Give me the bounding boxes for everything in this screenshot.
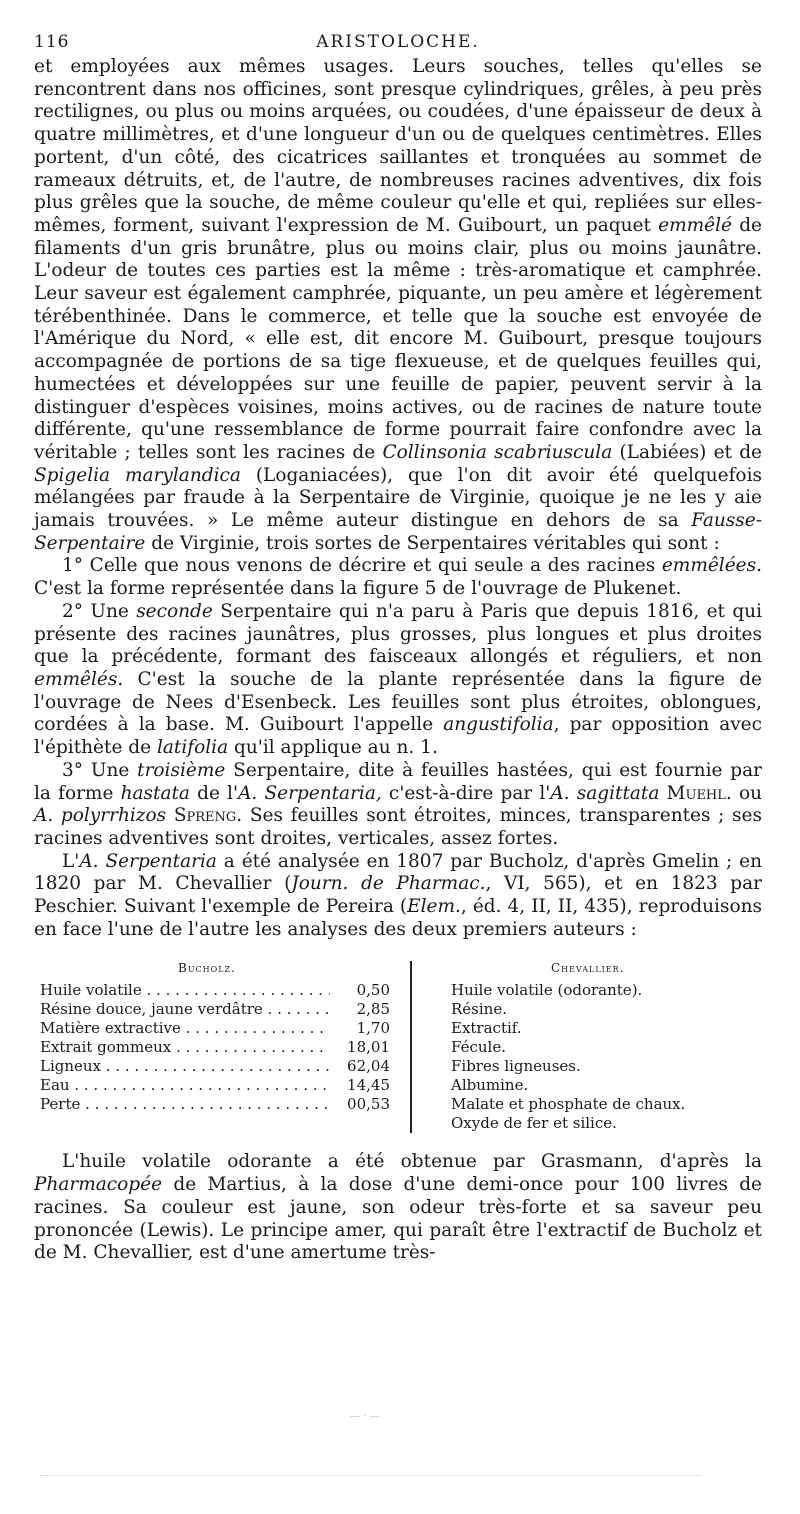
italic-run: A. Serpentaria — [79, 850, 217, 872]
paragraph — [34, 555, 762, 600]
text-run: , par opposition avec l'épithète de — [34, 714, 762, 759]
table-divider — [410, 961, 412, 1133]
table-row — [40, 1038, 390, 1057]
italic-run: emmêlés. — [34, 668, 124, 690]
paragraph — [34, 1151, 762, 1265]
text-run — [166, 805, 174, 826]
component-name: Huile volatile . . . — [40, 981, 330, 1000]
bucholz-heading: Bucholz. — [178, 961, 236, 976]
component-value: 0,50 — [356, 981, 390, 1000]
text-run: de Martius, à la dose d'une demi-once pour 100 livres de racines. Sa couleur est jaune, son odeur très-forte et sa saveur peu prononcée (Lewis). Le principe amer, qui paraît être l'extractif de Bucholz et de M. Chevallier, est d'une amertume très- — [34, 1174, 762, 1264]
text-run: et employées aux mêmes usages. Leurs souches, telles qu'elles se rencontrent dans nos officines, sont presque cylindriques, grêles, à peu près rectilignes, ou plus ou moins arquées, ou coudées, d'une épaisseur de deux à quatre millimètres, et d'une longueur d'un ou de quelques centimètres. Elles portent, d'un côté, des cicatrices saillantes et tronquées au sommet de rameaux détruits, et, de l'autre, de nombreuses racines adventives, dix fois plus grêles que la souche, de même couleur qu'elle et qui, repliées sur elles-mêmes, forment, suivant l'expression de M. Guibourt, un paquet — [34, 56, 762, 236]
text-run: Serpentaire, dite à feuilles hastées, qui est fournie par la forme — [34, 759, 762, 804]
table-row — [40, 1000, 390, 1019]
italic-run: troisième — [137, 759, 226, 781]
component-name: Eau . . . — [40, 1076, 330, 1095]
italic-run: Elem. — [407, 896, 461, 918]
italic-run: Fausse-Serpentaire — [34, 510, 762, 554]
text-run: qu'il applique au n. 1. — [228, 737, 438, 759]
table-row — [40, 1095, 390, 1114]
running-title: ARISTOLOCHE. — [316, 32, 480, 52]
paragraph — [34, 851, 762, 942]
italic-run: hastata — [120, 782, 190, 804]
italic-run: A. sagittata — [550, 782, 660, 804]
text-run: de filaments d'un gris brunâtre, plus ou moins clair, plus ou moins jaunâtre. L'odeur de toutes ces parties est la même : très-aromatique et camphrée. Leur saveur est également camphrée, piquante, un peu amère et légèrement térébenthinée. Dans le commerce, et telle que la souche est envoyée de l'Amérique du Nord, « elle est, dit encore M. Guibourt, presque toujours accompagnée de portions de sa tige flexueuse, et de quelques feuilles qui, humectées et développées sur une feuille de papier, peuvent servir à la distinguer d'espèces voisines, moins actives, ou de racines de nature toute différente, qu'une ressemblance de forme pourrait faire confondre avec la véritable ; telles sont les racines de — [34, 214, 762, 463]
text-run: a été analysée en 1807 par Bucholz, d'après Gmelin ; en 1820 par M. Chevallier ( — [34, 850, 762, 895]
table-row: Fécule. — [451, 1038, 506, 1057]
author-abbrev: Muehl. — [666, 782, 732, 804]
table-row — [40, 1057, 390, 1076]
italic-run: Pharmacopée — [34, 1174, 163, 1196]
text-run: (Labiées) et de — [612, 441, 763, 463]
table-row: Extractif. — [451, 1019, 522, 1038]
table-row: Malate et phosphate de chaux. — [451, 1095, 686, 1114]
italic-run: emmêlées. — [661, 555, 762, 577]
component-name: Résine douce, jaune verdâtre . . . — [40, 1000, 330, 1019]
italic-run: A. Serpentaria, — [238, 782, 382, 804]
component-value: 2,85 — [356, 1000, 390, 1019]
analysis-tables — [34, 961, 762, 1133]
component-value: 14,45 — [347, 1076, 390, 1095]
text-run: Ses feuilles sont étroites, minces, transparentes ; ses racines adventives sont droites, verticales, assez fortes. — [34, 805, 762, 849]
text-run: , VI, 565), et en 1823 par Peschier. Suivant l'exemple de Pereira ( — [34, 873, 763, 918]
component-name: Matière extractive . . . — [40, 1019, 330, 1038]
component-name: Ligneux . . . — [40, 1057, 330, 1076]
italic-run: emmêlé — [658, 214, 732, 236]
text-run: de Virginie, trois sortes de Serpentaires véritables qui sont : — [145, 532, 720, 554]
table-row — [40, 981, 390, 1000]
italic-run: Collinsonia scabriuscula — [382, 441, 613, 463]
text-run: de l' — [189, 782, 239, 804]
table-row: Huile volatile (odorante). — [451, 981, 643, 1000]
component-value: 18,01 — [347, 1038, 390, 1057]
footer-mark: — · — — [350, 1411, 380, 1422]
text-run: 2° Une — [62, 600, 137, 622]
component-name: Extrait gommeux . . . — [40, 1038, 330, 1057]
chevallier-heading: Chevallier. — [551, 961, 625, 976]
text-run: C'est la forme représentée dans la figure 5 de l'ouvrage de Plukenet. — [34, 578, 682, 600]
text-run: 3° Une — [62, 759, 138, 781]
paragraph — [34, 601, 762, 760]
table-row: Oxyde de fer et silice. — [451, 1114, 617, 1133]
text-run: C'est la souche de la plante représentée dans la figure de l'ouvrage de Nees d'Esenbeck. Les feuilles sont plus étroites, oblongues, cordées à la base. M. Guibourt l'appelle — [34, 668, 762, 736]
table-row: Résine. — [451, 1000, 507, 1019]
text-run: L' — [62, 850, 80, 872]
footer-rule — [40, 1475, 700, 1477]
component-value: 62,04 — [347, 1057, 390, 1076]
italic-run: latifolia — [156, 737, 229, 759]
italic-run: A. polyrrhizos — [34, 805, 167, 827]
italic-run: seconde — [136, 600, 213, 622]
text-run: 1° Celle que nous venons de décrire et qui seule a des racines — [62, 555, 662, 577]
text-run: (Loganiacées), que l'on dit avoir été quelquefois mélangées par fraude à la Serpentaire de Virginie, quoique je ne les y aie jamais trouvées. » Le même auteur distingue en dehors de sa — [34, 464, 762, 532]
italic-run: Spigelia marylandica — [34, 464, 241, 486]
page-header — [34, 22, 762, 56]
component-name: Perte . . . — [40, 1095, 330, 1114]
paragraph — [34, 760, 762, 851]
page-number: 116 — [34, 32, 70, 52]
body-text-continued — [34, 1151, 762, 1265]
text-run: L'huile volatile odorante a été obtenue par Grasmann, d'après la — [62, 1151, 762, 1173]
table-row — [40, 1019, 390, 1038]
table-row: Albumine. — [451, 1076, 529, 1095]
author-abbrev: Spreng. — [173, 805, 243, 827]
table-row: Fibres ligneuses. — [451, 1057, 581, 1076]
table-row — [40, 1076, 390, 1095]
component-value: 00,53 — [347, 1095, 390, 1114]
text-run: ou — [731, 782, 763, 804]
chevallier-table — [451, 961, 771, 1133]
text-run: c'est-à-dire par l' — [381, 782, 551, 804]
paragraph — [34, 56, 762, 555]
bucholz-table — [40, 961, 390, 1114]
italic-run: Journ. de Pharmac. — [291, 873, 486, 895]
italic-run: angustifolia — [443, 714, 554, 736]
text-run — [659, 783, 666, 804]
text-run: , éd. 4, II, II, 435), reproduisons en face l'une de l'autre les analyses des deux premiers auteurs : — [34, 896, 763, 940]
component-value: 1,70 — [356, 1019, 390, 1038]
body-text — [34, 56, 762, 941]
text-run: Serpentaire qui n'a paru à Paris que depuis 1816, et qui présente des racines jaunâtres, plus grosses, plus longues et plus droites que la précédente, formant des faisceaux allongés et réguliers, et non — [34, 600, 762, 668]
